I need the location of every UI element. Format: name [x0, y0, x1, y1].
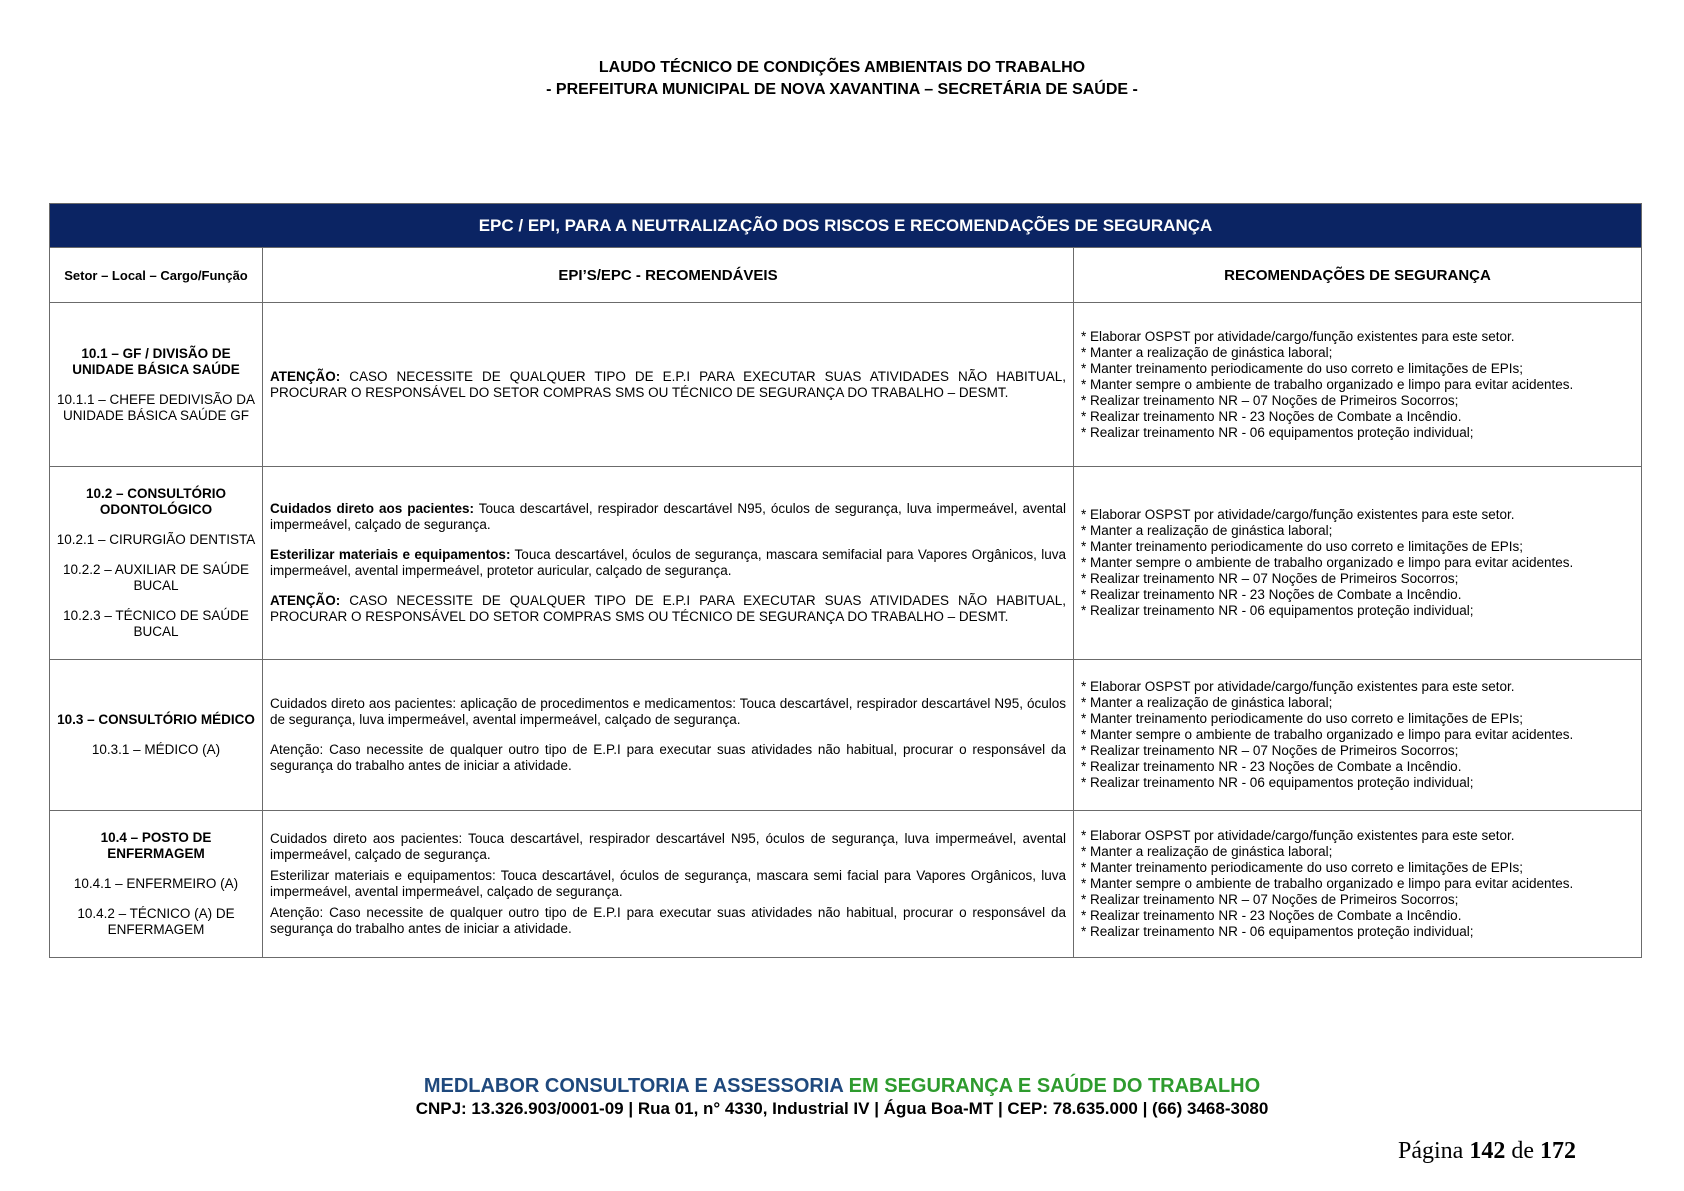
epi-label: ATENÇÃO: [270, 593, 341, 608]
recommendation-item: * Manter treinamento periodicamente do uso correto e limitações de EPIs; [1081, 539, 1523, 554]
recommendations-cell [1074, 303, 1642, 467]
recommendation-item: * Realizar treinamento NR - 06 equipamentos proteção individual; [1081, 924, 1474, 939]
recommendation-item: * Realizar treinamento NR - 23 Noções de Combate a Incêndio. [1081, 587, 1462, 602]
epi-paragraph [270, 905, 1066, 937]
epi-text: Cuidados direto aos pacientes: Touca descartável, respirador descartável N95, óculos de segurança, luva impermeável, avental impermeável, calçado de segurança. [270, 831, 1066, 862]
table-row [50, 811, 1642, 958]
epi-paragraph [270, 742, 1066, 774]
role-label: 10.3.1 – MÉDICO (A) [91, 742, 221, 757]
role-label: 10.1.1 – CHEFE DEDIVISÃO DA UNIDADE BÁSICA SAÚDE GF [56, 391, 256, 423]
epi-text: Atenção: Caso necessite de qualquer outro tipo de E.P.I para executar suas atividades não habitual, procurar o responsável da segurança do trabalho antes de iniciar a atividade. [270, 905, 1066, 936]
epi-cell [263, 660, 1074, 811]
epi-label: ATENÇÃO: [270, 368, 341, 384]
company-name-blue: MEDLABOR CONSULTORIA E ASSESSORIA [423, 1075, 844, 1097]
epi-paragraph [270, 593, 1066, 625]
epi-label: Cuidados direto aos pacientes: [270, 501, 475, 516]
document-subtitle: - PREFEITURA MUNICIPAL DE NOVA XAVANTINA – SECRETÁRIA DE SAÚDE - [546, 81, 1138, 98]
table-header-row [50, 248, 1642, 303]
sector-title: 10.2 – CONSULTÓRIO ODONTOLÓGICO [85, 486, 227, 517]
epi-text: CASO NECESSITE DE QUALQUER TIPO DE E.P.I PARA EXECUTAR SUAS ATIVIDADES NÃO HABITUAL, PROCURAR O RESPONSÁVEL DO SETOR COMPRAS SMS OU TÉCNICO DE SEGURANÇA DO TRABALHO – DESMT. [270, 368, 1066, 400]
epi-paragraph [270, 547, 1066, 579]
recommendation-item: * Manter a realização de ginástica laboral; [1081, 695, 1333, 710]
epi-table [49, 203, 1642, 958]
epi-label: Esterilizar materiais e equipamentos: [270, 547, 511, 562]
column-header-setor: Setor – Local – Cargo/Função [50, 248, 263, 303]
sector-cell [50, 303, 263, 467]
page-separator: de [1505, 1138, 1540, 1164]
epi-paragraph [270, 369, 1066, 401]
role-label: 10.4.1 – ENFERMEIRO (A) [73, 876, 239, 891]
epi-text: Touca descartável, respirador descartável N95, óculos de segurança, luva impermeável, avental impermeável, calçado de segurança. [270, 501, 1067, 532]
column-header-recomendacoes: RECOMENDAÇÕES DE SEGURANÇA [1074, 248, 1642, 303]
recommendation-item: * Elaborar OSPST por atividade/cargo/função existentes para este setor. [1081, 828, 1515, 843]
sector-title: 10.1 – GF / DIVISÃO DE UNIDADE BÁSICA SAÚDE [72, 345, 240, 377]
recommendations-cell [1074, 660, 1642, 811]
table-title-row [50, 204, 1642, 248]
epi-text: CASO NECESSITE DE QUALQUER TIPO DE E.P.I PARA EXECUTAR SUAS ATIVIDADES NÃO HABITUAL, PROCURAR O RESPONSÁVEL DO SETOR COMPRAS SMS OU TÉCNICO DE SEGURANÇA DO TRABALHO – DESMT. [270, 593, 1066, 624]
recommendation-item: * Manter treinamento periodicamente do uso correto e limitações de EPIs; [1081, 711, 1523, 726]
recommendations-cell [1074, 811, 1642, 958]
recommendation-item: * Realizar treinamento NR - 06 equipamentos proteção individual; [1081, 603, 1474, 618]
column-header-epi: EPI’S/EPC - RECOMENDÁVEIS [263, 248, 1074, 303]
document-title: LAUDO TÉCNICO DE CONDIÇÕES AMBIENTAIS DO TRABALHO [598, 59, 1086, 76]
epi-paragraph [270, 696, 1066, 728]
sector-title: 10.3 – CONSULTÓRIO MÉDICO [57, 712, 255, 727]
recommendations-cell [1074, 467, 1642, 660]
role-label: 10.2.1 – CIRURGIÃO DENTISTA [56, 532, 256, 547]
page-number [1398, 1138, 1576, 1165]
recommendation-item: * Realizar treinamento NR - 23 Noções de Combate a Incêndio. [1081, 908, 1462, 923]
recommendation-item: * Realizar treinamento NR – 07 Noções de Primeiros Socorros; [1081, 743, 1459, 758]
recommendation-item: * Elaborar OSPST por atividade/cargo/função existentes para este setor. [1081, 328, 1515, 344]
page-label: Página [1398, 1138, 1470, 1164]
sector-title: 10.4 – POSTO DE ENFERMAGEM [100, 830, 212, 861]
sector-cell [50, 467, 263, 660]
role-label: 10.2.3 – TÉCNICO DE SAÚDE BUCAL [63, 608, 249, 639]
epi-cell [263, 303, 1074, 467]
recommendation-item: * Realizar treinamento NR - 23 Noções de Combate a Incêndio. [1081, 408, 1462, 424]
document-footer [0, 1074, 1684, 1120]
company-name-green: EM SEGURANÇA E SAÚDE DO TRABALHO [843, 1075, 1261, 1097]
recommendation-item: * Manter a realização de ginástica laboral; [1081, 344, 1333, 360]
epi-text: Atenção: Caso necessite de qualquer outro tipo de E.P.I para executar suas atividades não habitual, procurar o responsável da segurança do trabalho antes de iniciar a atividade. [270, 742, 1066, 773]
table-row [50, 660, 1642, 811]
recommendation-item: * Realizar treinamento NR – 07 Noções de Primeiros Socorros; [1081, 892, 1459, 907]
sector-cell [50, 660, 263, 811]
sector-cell [50, 811, 263, 958]
epi-text: Esterilizar materiais e equipamentos: Touca descartável, óculos de segurança, mascara semi facial para Vapores Orgânicos, luva impermeável, avental impermeável, calçado de segurança. [270, 868, 1066, 899]
table-title: EPC / EPI, PARA A NEUTRALIZAÇÃO DOS RISCOS E RECOMENDAÇÕES DE SEGURANÇA [50, 204, 1642, 248]
table-row [50, 303, 1642, 467]
recommendation-item: * Realizar treinamento NR - 06 equipamentos proteção individual; [1081, 775, 1474, 790]
table-row [50, 467, 1642, 660]
recommendation-item: * Realizar treinamento NR - 06 equipamentos proteção individual; [1081, 424, 1474, 440]
epi-paragraph [270, 831, 1066, 863]
page-total: 172 [1540, 1138, 1576, 1164]
role-label: 10.4.2 – TÉCNICO (A) DE ENFERMAGEM [77, 906, 235, 937]
recommendation-item: * Manter treinamento periodicamente do uso correto e limitações de EPIs; [1081, 360, 1523, 376]
epi-paragraph [270, 501, 1066, 533]
recommendation-item: * Elaborar OSPST por atividade/cargo/função existentes para este setor. [1081, 507, 1515, 522]
recommendation-item: * Manter sempre o ambiente de trabalho organizado e limpo para evitar acidentes. [1081, 727, 1574, 742]
recommendation-item: * Manter sempre o ambiente de trabalho organizado e limpo para evitar acidentes. [1081, 376, 1574, 392]
role-label: 10.2.2 – AUXILIAR DE SAÚDE BUCAL [62, 562, 250, 593]
epi-text: Touca descartável, óculos de segurança, mascara semifacial para Vapores Orgânicos, luva impermeável, avental impermeável, protetor auricular, calçado de segurança. [270, 547, 1066, 578]
recommendation-item: * Manter treinamento periodicamente do uso correto e limitações de EPIs; [1081, 860, 1523, 875]
recommendation-item: * Manter sempre o ambiente de trabalho organizado e limpo para evitar acidentes. [1081, 555, 1574, 570]
recommendation-item: * Elaborar OSPST por atividade/cargo/função existentes para este setor. [1081, 679, 1515, 694]
recommendation-item: * Manter a realização de ginástica laboral; [1081, 844, 1333, 859]
recommendation-item: * Manter a realização de ginástica laboral; [1081, 523, 1333, 538]
epi-text: Cuidados direto aos pacientes: aplicação de procedimentos e medicamentos: Touca descartável, respirador descartável N95, óculos de segurança, luva impermeável, avental impermeável, calçado de segurança. [270, 696, 1066, 727]
epi-cell [263, 467, 1074, 660]
epi-paragraph [270, 868, 1066, 900]
company-address: CNPJ: 13.326.903/0001-09 | Rua 01, n° 4330, Industrial IV | Água Boa-MT | CEP: 78.635.000 | (66) 3468-3080 [415, 1099, 1269, 1118]
recommendation-item: * Manter sempre o ambiente de trabalho organizado e limpo para evitar acidentes. [1081, 876, 1574, 891]
recommendation-item: * Realizar treinamento NR – 07 Noções de Primeiros Socorros; [1081, 392, 1459, 408]
document-header [0, 57, 1684, 101]
recommendation-item: * Realizar treinamento NR – 07 Noções de Primeiros Socorros; [1081, 571, 1459, 586]
page-current: 142 [1469, 1138, 1506, 1164]
epi-cell [263, 811, 1074, 958]
recommendation-item: * Realizar treinamento NR - 23 Noções de Combate a Incêndio. [1081, 759, 1462, 774]
company-name [0, 1074, 1684, 1098]
